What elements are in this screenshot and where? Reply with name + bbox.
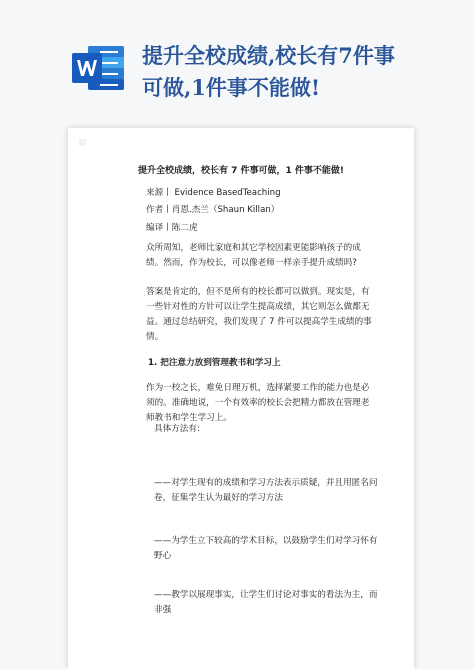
document-body — [68, 128, 414, 669]
meta-source: 来源丨 Evidence BasedTeaching — [146, 188, 281, 198]
meta-translator: 编译丨陈二虎 — [146, 223, 198, 233]
paragraph-method-2: ——为学生立下较高的学术目标，以鼓励学生们对学习怀有野心 — [154, 536, 378, 561]
paragraph-method-3: ——教学以展现事实，让学生们讨论对事实的看法为主，而非强 — [154, 590, 378, 615]
page-header — [0, 0, 474, 112]
page-title-line-2: 可做,1件事不能做! — [142, 75, 321, 100]
paragraph-section-intro: 作为一校之长，难免日理万机，选择紧要工作的能力也是必须的。准确地说，一个有效率的校长会把精力都放在管理老师教书和学生学习上。 — [146, 383, 370, 423]
document-title: 提升全校成绩，校长有 7 件事可做，1 件事不能做! — [137, 166, 345, 176]
paragraph-intro: 众所周知，老师比家庭和其它学校因素更能影响孩子的成绩。然而，作为校长，可以像老师一样亲手提升成绩吗? — [146, 243, 361, 268]
section-heading: 1. 把注意力放到管理教书和学习上 — [148, 358, 281, 368]
paragraph-methods-label: 具体方法有: — [154, 424, 200, 434]
paragraph-method-1: ——对学生现有的成绩和学习方法表示质疑，并且用匿名问卷，征集学生认为最好的学习方法 — [154, 478, 378, 503]
paragraph-answer: 答案是肯定的，但不是所有的校长都可以做到。现实是，有一些针对性的方针可以让学生提高成绩，其它则怎么做都无益。通过总结研究，我们发现了 7 件可以提高学生成绩的事情。 — [146, 287, 372, 342]
watermark-pattern: ▦ — [78, 138, 87, 148]
meta-author: 作者丨肖恩.杰兰（Shaun Killan） — [146, 205, 280, 215]
word-icon — [70, 40, 126, 96]
document-preview-page — [68, 128, 414, 669]
page-title-line-1: 提升全校成绩,校长有7件事 — [142, 43, 395, 68]
